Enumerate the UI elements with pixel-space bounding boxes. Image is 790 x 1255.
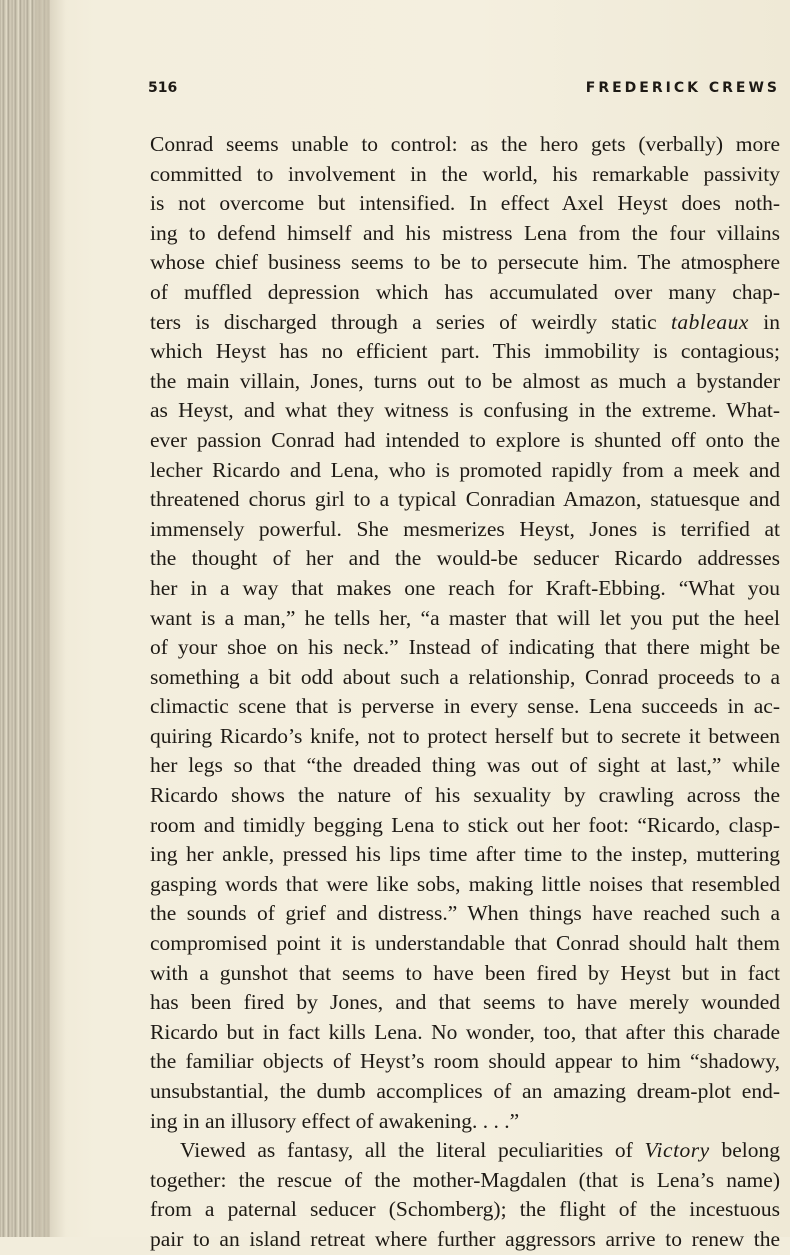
text-line: pair to an island retreat where further aggressors arrive to renew the	[150, 1226, 780, 1251]
text-line: immensely powerful. She mesmerizes Heyst, Jones is terrified at	[150, 516, 780, 541]
text-line: ters is discharged through a series of weirdly static tableaux in	[150, 309, 780, 334]
text-line: Ricardo but in fact kills Lena. No wonder, too, that after this charade	[150, 1019, 780, 1044]
text-line: the familiar objects of Heyst’s room should appear to him “shadowy,	[150, 1049, 780, 1074]
text-line: lecher Ricardo and Lena, who is promoted rapidly from a meek and	[150, 457, 780, 482]
text-line: compromised point it is understandable that Conrad should halt them	[150, 931, 780, 956]
text-line: the sounds of grief and distress.” When things have reached such a	[150, 901, 780, 926]
text-line: of your shoe on his neck.” Instead of indicating that there might be	[150, 635, 780, 660]
text-line: has been fired by Jones, and that seems to have merely wounded	[150, 990, 780, 1015]
text-line: with a gunshot that seems to have been fired by Heyst but in fact	[150, 960, 780, 985]
text-line: committed to involvement in the world, his remarkable passivity	[150, 161, 780, 186]
text-line: of muffled depression which has accumulated over many chap-	[150, 279, 780, 304]
text-line: quiring Ricardo’s knife, not to protect herself but to secrete it between	[150, 723, 780, 748]
paragraph-start-line: Viewed as fantasy, all the literal peculiarities of Victory belong	[180, 1138, 780, 1163]
text-line: her legs so that “the dreaded thing was out of sight at last,” while	[150, 753, 780, 778]
paragraph-end-line: ing in an illusory effect of awakening. . . .”	[150, 1108, 520, 1133]
running-head-author: FREDERICK CREWS	[585, 80, 780, 96]
running-head	[148, 80, 780, 100]
page-number: 516	[148, 80, 178, 96]
text-line: ing to defend himself and his mistress Lena from the four villains	[150, 220, 780, 245]
text-line: is not overcome but intensified. In effect Axel Heyst does noth-	[150, 191, 780, 216]
text-line: the thought of her and the would-be seducer Ricardo addresses	[150, 546, 780, 571]
text-line: ing her ankle, pressed his lips time after time to the instep, muttering	[150, 842, 780, 867]
text-line: which Heyst has no efficient part. This immobility is contagious;	[150, 339, 780, 364]
text-line: threatened chorus girl to a typical Conradian Amazon, statuesque and	[150, 487, 780, 512]
text-line: the main villain, Jones, turns out to be almost as much a bystander	[150, 368, 780, 393]
text-line: her in a way that makes one reach for Kraft-Ebbing. “What you	[150, 575, 780, 600]
text-line: together: the rescue of the mother-Magdalen (that is Lena’s name)	[150, 1167, 780, 1192]
text-line: climactic scene that is perverse in every sense. Lena succeeds in ac-	[150, 694, 780, 719]
binding-shadow	[36, 0, 66, 1237]
body-text	[150, 130, 780, 1255]
text-line: Ricardo shows the nature of his sexuality by crawling across the	[150, 783, 780, 808]
text-line: gasping words that were like sobs, making little noises that resembled	[150, 871, 780, 896]
text-line: something a bit odd about such a relationship, Conrad proceeds to a	[150, 664, 780, 689]
text-line: want is a man,” he tells her, “a master that will let you put the heel	[150, 605, 780, 630]
text-line: as Heyst, and what they witness is confusing in the extreme. What-	[150, 398, 780, 423]
text-line: Conrad seems unable to control: as the hero gets (verbally) more	[150, 132, 780, 156]
text-line: whose chief business seems to be to persecute him. The atmosphere	[150, 250, 780, 275]
text-line: room and timidly begging Lena to stick out her foot: “Ricardo, clasp-	[150, 812, 780, 837]
text-line: from a paternal seducer (Schomberg); the flight of the incestuous	[150, 1197, 780, 1222]
text-line: ever passion Conrad had intended to explore is shunted off onto the	[150, 427, 780, 452]
text-line: unsubstantial, the dumb accomplices of an amazing dream-plot end-	[150, 1079, 780, 1103]
